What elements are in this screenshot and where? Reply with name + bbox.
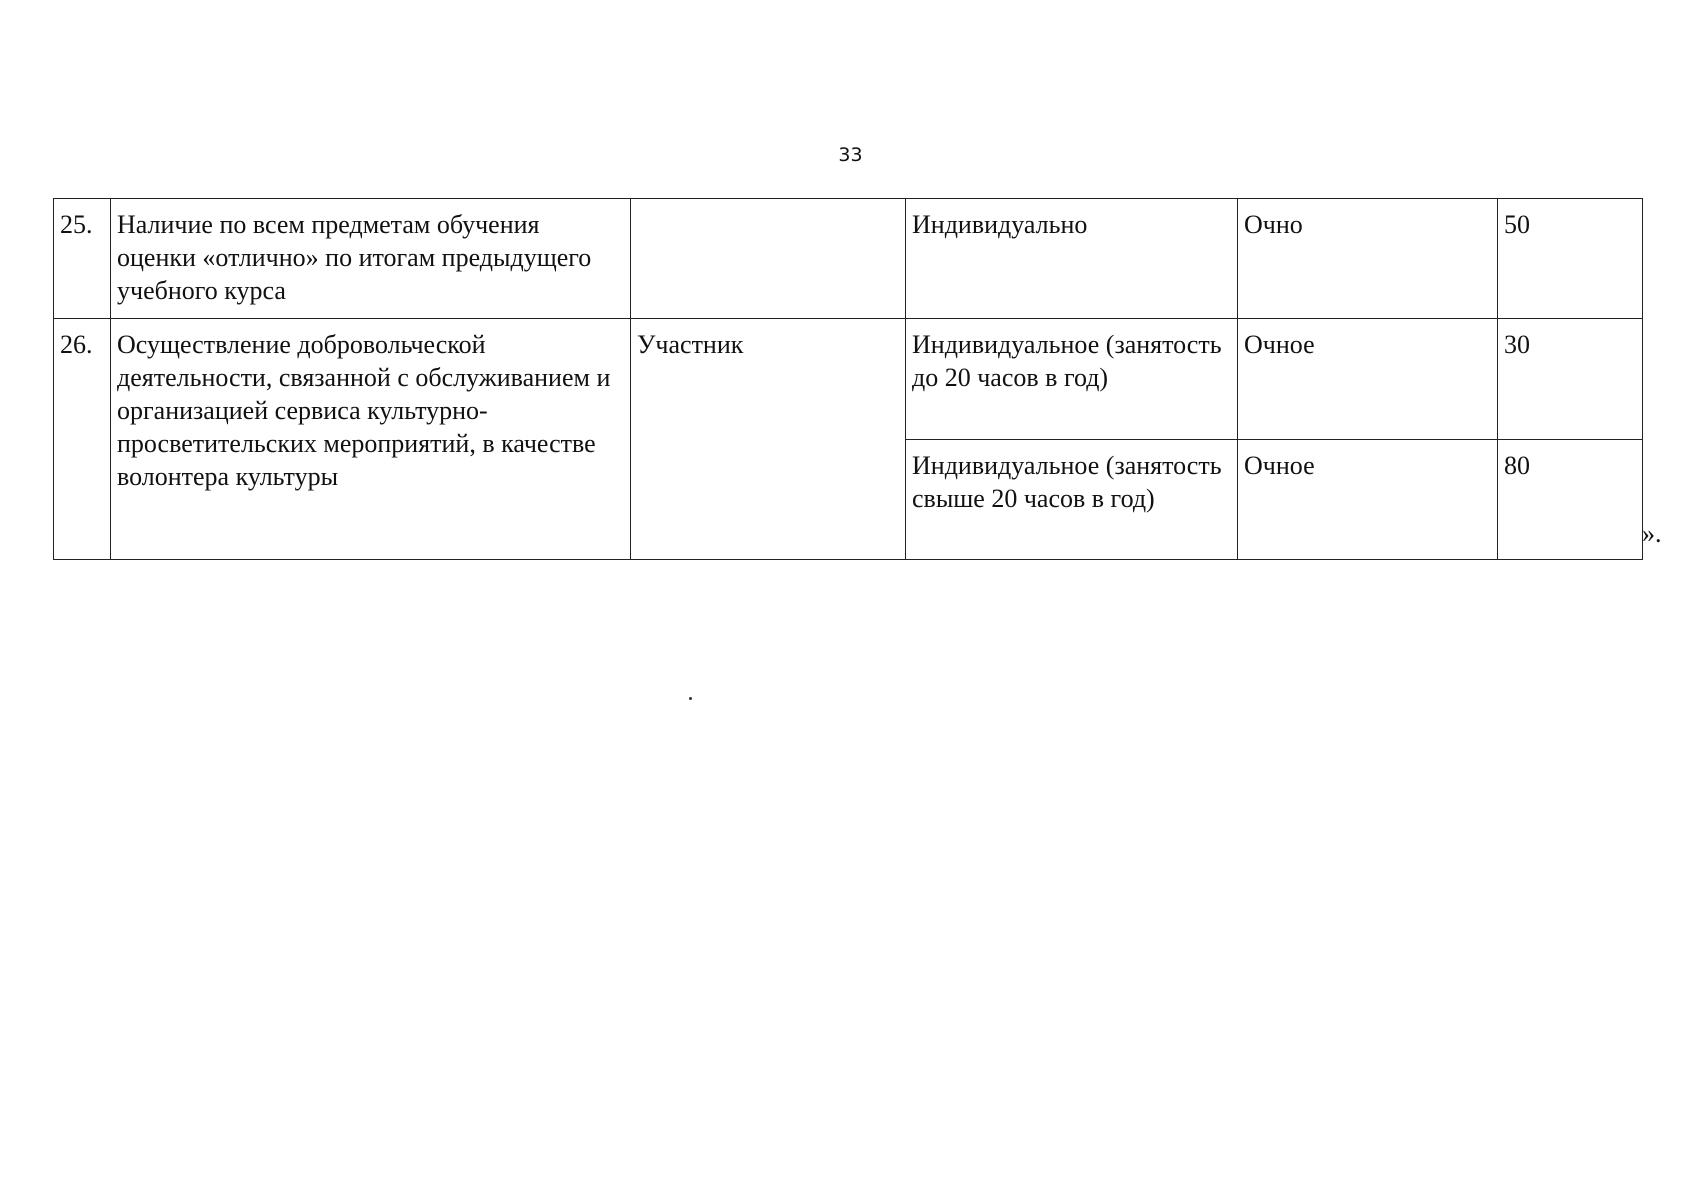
status-cell: Участник bbox=[631, 319, 906, 560]
criteria-table bbox=[53, 198, 1643, 560]
table-row bbox=[54, 199, 1643, 319]
points-cell: 50 bbox=[1498, 199, 1643, 319]
participation-mode-cell: Очно bbox=[1238, 199, 1498, 319]
criterion-cell: Наличие по всем предметам обучения оценки «отлично» по итогам предыдущего учебного курса bbox=[111, 199, 631, 319]
participation-mode-cell: Очное bbox=[1238, 440, 1498, 560]
criterion-cell: Осуществление добровольческой деятельности, связанной с обслуживанием и организацией сервиса культурно-просветительских мероприятий, в качестве волонтера культуры bbox=[111, 319, 631, 560]
row-number-cell: 26. bbox=[54, 319, 111, 560]
points-cell: 30 bbox=[1498, 319, 1643, 440]
table-row bbox=[54, 319, 1643, 440]
participation-mode-cell: Очное bbox=[1238, 319, 1498, 440]
participation-form-cell: Индивидуально bbox=[906, 199, 1238, 319]
page-number: 33 bbox=[838, 144, 863, 166]
participation-form-cell: Индивидуальное (занятость свыше 20 часов в год) bbox=[906, 440, 1238, 560]
points-cell: 80 bbox=[1498, 440, 1643, 560]
status-cell bbox=[631, 199, 906, 319]
closing-quote: ». bbox=[1642, 519, 1662, 548]
stray-dot-mark bbox=[689, 697, 692, 700]
participation-form-cell: Индивидуальное (занятость до 20 часов в год) bbox=[906, 319, 1238, 440]
row-number-cell: 25. bbox=[54, 199, 111, 319]
